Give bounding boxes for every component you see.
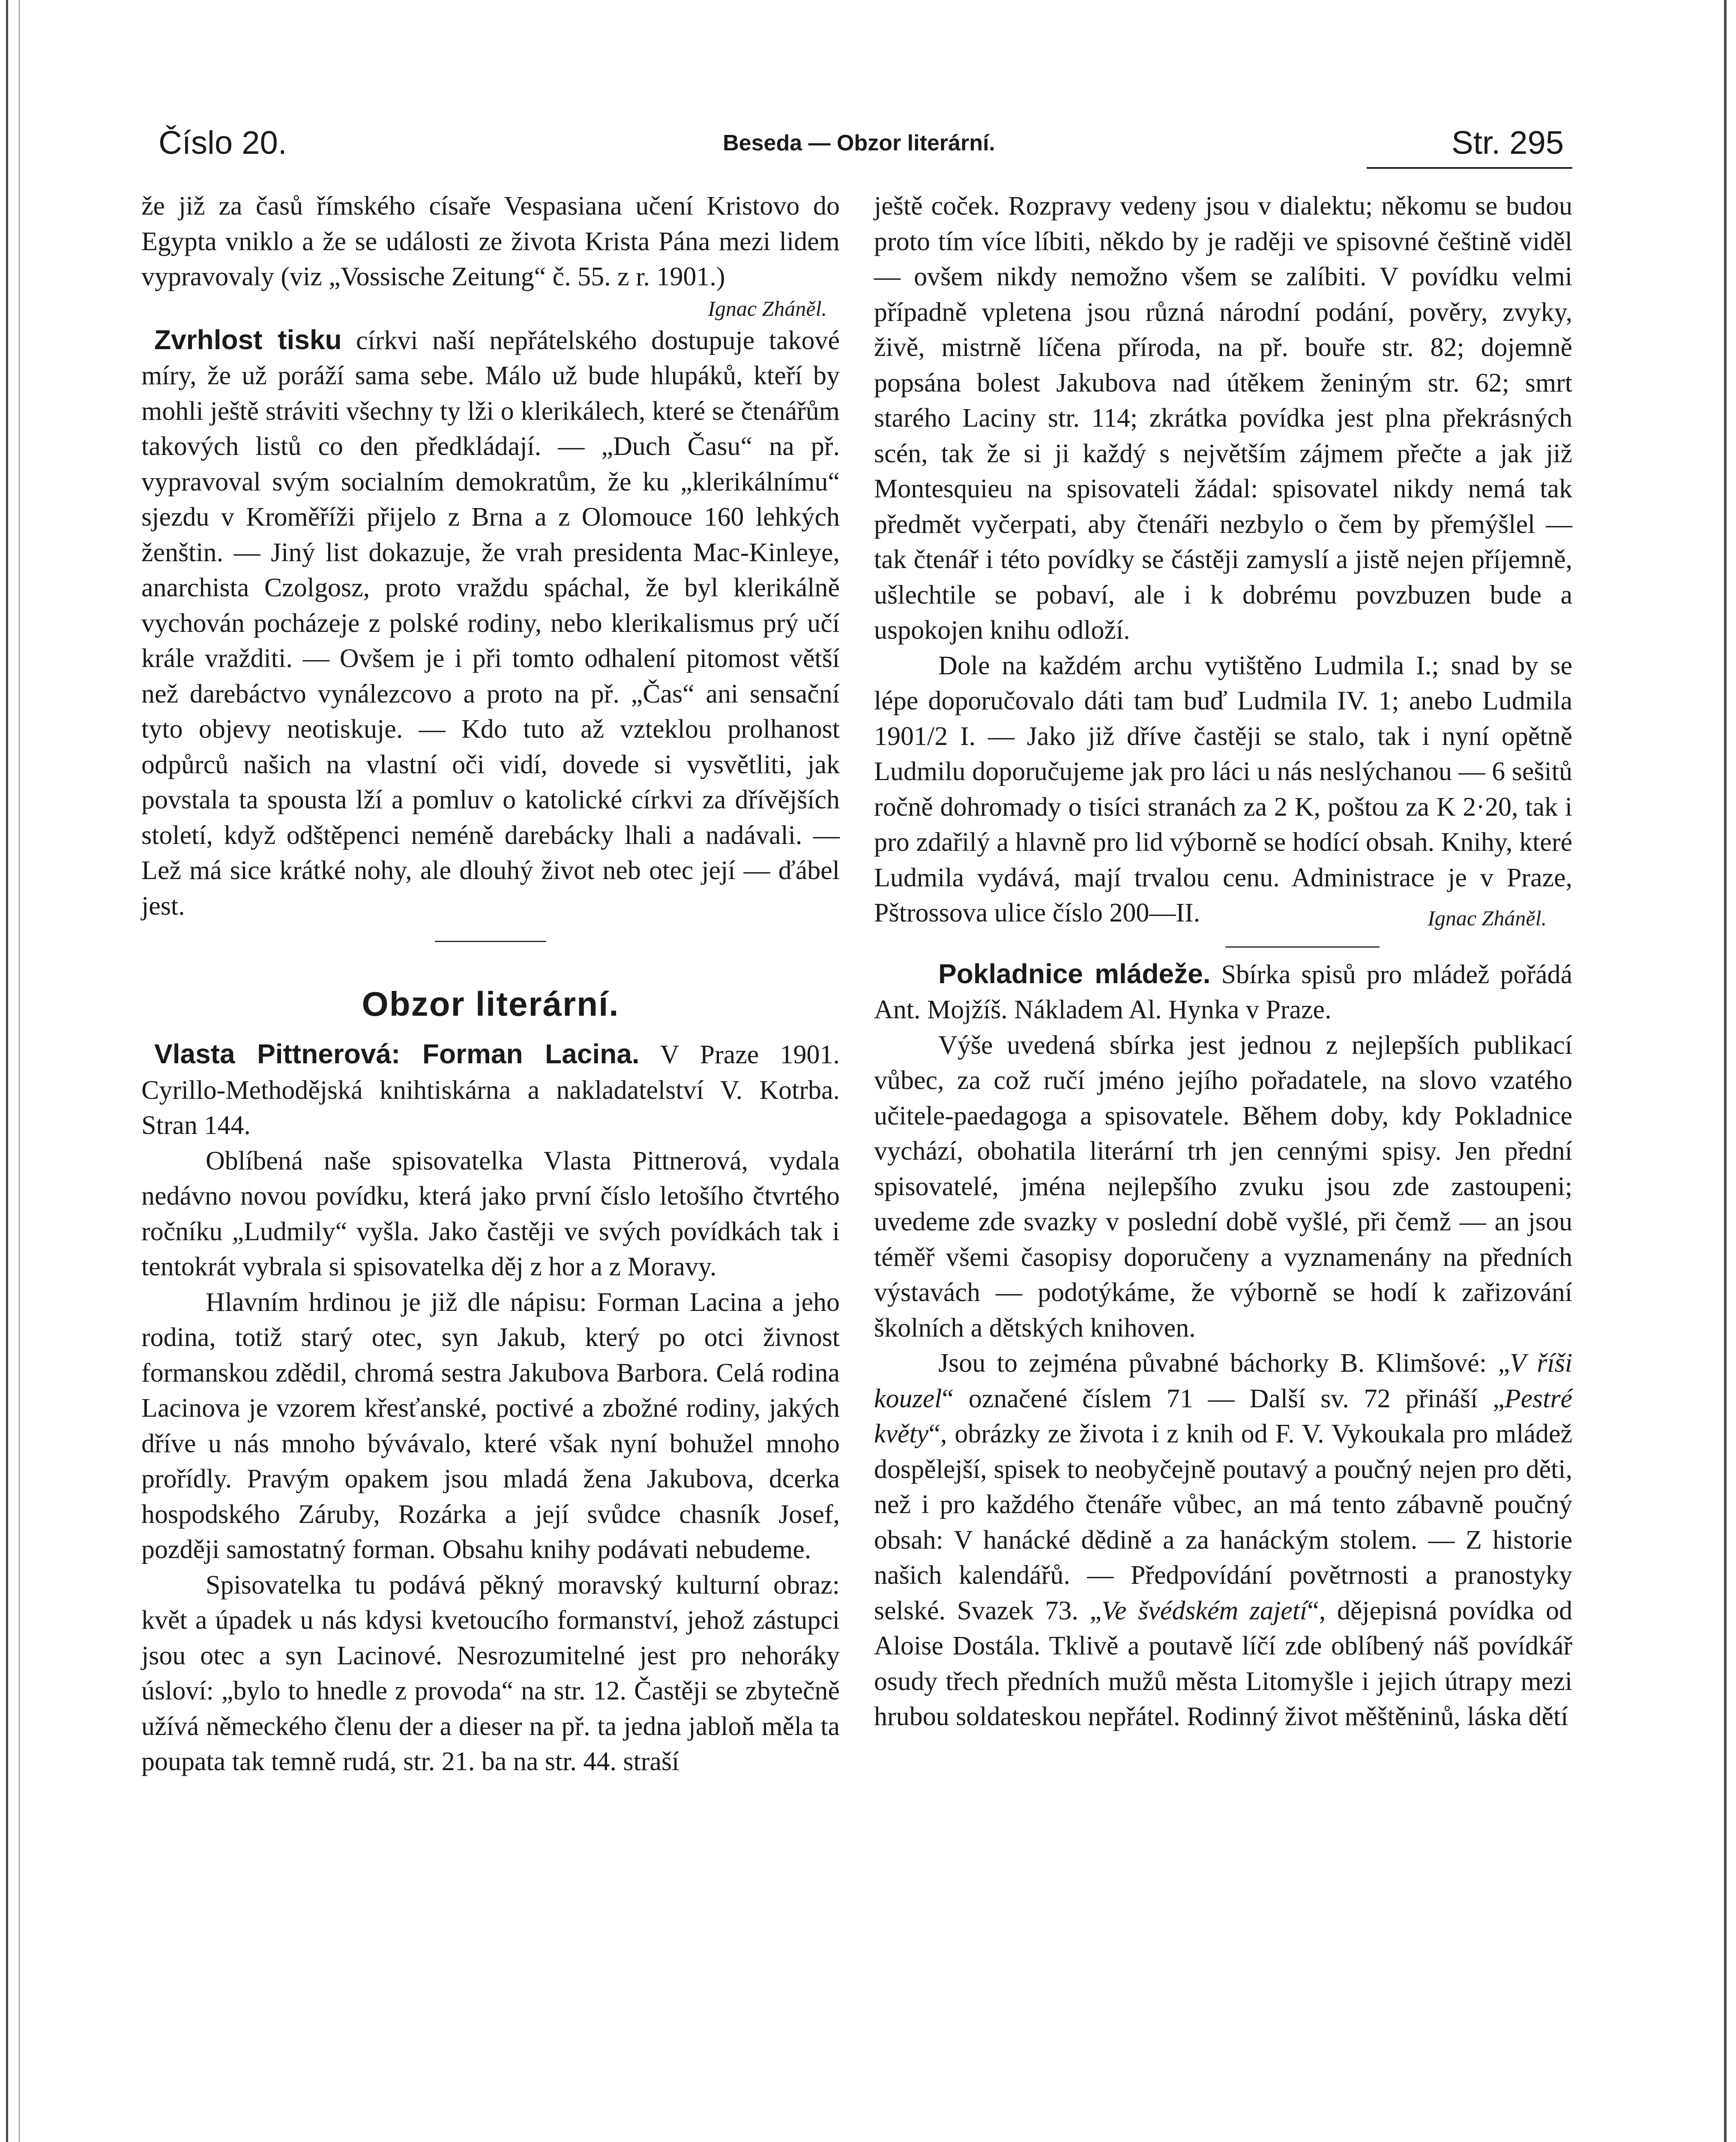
scan-edge-left <box>6 0 8 2142</box>
lead-heading: Vlasta Pittnerová: Forman Lacina. <box>154 1038 640 1069</box>
left-column <box>141 188 840 1780</box>
review-heading-paragraph <box>874 956 1572 1028</box>
paragraph: Oblíbená naše spisovatelka Vlasta Pittnerová, vydala nedávno novou povídku, která jako první číslo letošího čtvrtého ročníku „Ludmily“ vyšla. Jako častěji ve svých povídkách tak i tentokrát vybrala si spisovatelka děj z hor a z Moravy. <box>141 1146 840 1281</box>
paragraph-text: V Praze 1901. Cyrillo-Methodějská knihtiskárna a nakladatelství V. Kotrba. Stran 144. <box>141 1040 840 1140</box>
text-run: “ označené číslem 71 — Další sv. 72 přináší „ <box>942 1384 1505 1413</box>
paragraph: že již za časů římského císaře Vespasiana učení Kristovo do Egypta vniklo a že se události ze života Krista Pána mezi lidem vypravovaly (viz „Vossische Zeitung“ č. 55. z r. 1901.) <box>141 191 840 291</box>
separator-rule <box>435 941 546 942</box>
paragraph: ještě coček. Rozpravy vedeny jsou v dialektu; někomu se budou proto tím více líbiti, někdo by je raději ve spisovné češtině viděl — ovšem nikdy nemožno všem se zalíbiti. V povídku velmi případně vpletena jsou různá národní podání, pověry, zvyky, živě, mistrně líčena příroda, na př. bouře str. 82; dojemně popsána bolest Jakubova nad útěkem ženiným str. 62; smrt starého Laciny str. 114; zkrátka povídka jest plna překrásných scén, tak že si ji každý s největším zájmem přečte a jak již Montesquieu na spisovateli žádal: spisovatel nikdy nemá tak předmět vyčerpati, aby čtenáři nezbylo o čem by přemýšlel — tak čtenář i této povídky se částěji zamyslí a jistě nejen příjemně, ušlechtile se pobaví, ale i k dobrému povzbuzen bude a uspokojen knihu odloží. <box>874 191 1572 645</box>
text-run: Jsou to zejména půvabné báchorky B. Klimšové: „ <box>938 1349 1510 1378</box>
signature: Ignac Zháněl. <box>1428 906 1547 930</box>
book-title: Pestré květy <box>874 1384 1572 1448</box>
separator-rule <box>1225 946 1380 948</box>
page-number: Str. 295 <box>1452 125 1564 161</box>
page <box>141 0 1577 2142</box>
running-title: Beseda — Obzor literární. <box>723 131 995 156</box>
paragraph <box>874 648 1572 931</box>
paragraph <box>874 1346 1572 1735</box>
lead-heading: Zvrhlost tisku <box>154 324 342 355</box>
paragraph: Hlavním hrdinou je již dle nápisu: Forman Lacina a jeho rodina, totiž starý otec, syn Jakub, který po otci živnost formanskou zdědil, chromá sestra Jakubova Barbora. Celá rodina Lacinova je vzorem křesťanské, poctivé a zbožné rodiny, jakých dříve u nás mnoho bývávalo, které však nyní bohužel mnoho prořídly. Pravým opakem jsou mladá žena Jakubova, dcerka hospodského Záruby, Rozárka a její svůdce chasník Josef, později samostatný forman. Obsahu knihy podávati nebudeme. <box>141 1287 840 1564</box>
paragraph: Výše uvedená sbírka jest jednou z nejlepších publikací vůbec, za což ručí jméno jejího pořadatele, na slovo vzatého učitele-paedagoga a spisovatele. Během doby, kdy Pokladnice vychází, obohatila literární trh jen cennými spisy. Jen přední spisovatelé, jména nejlepšího zvuku jsou zde zastoupeni; uvedeme zde svazky v poslední době vyšlé, při čemž — an jsou téměř všemi časopisy doporučeny a vyznamenány na předních výstavách — podotýkáme, že výborně se hodí k zařizování školních a dětských knihoven. <box>874 1030 1572 1343</box>
paragraph-zvrhlost <box>141 322 840 924</box>
page-header <box>141 116 1577 171</box>
issue-number: Číslo 20. <box>159 125 287 161</box>
book-title: Ve švédském zajetí <box>1101 1596 1308 1625</box>
paragraph: Spisovatelka tu podává pěkný moravský kulturní obraz: květ a úpadek u nás kdysi kvetoucího formanství, jehož zástupci jsou otec a syn Lacinové. Nesrozumitelné jest pro nehoráky úsloví: „bylo to hnedle z provoda“ na str. 12. Častěji se zbytečně užívá německého členu der a dieser na př. ta jedna jabloň měla ta poupata tak temně rudá, str. 21. ba na str. 44. straší <box>141 1570 840 1776</box>
book-title: V říši kouzel <box>874 1349 1572 1413</box>
lead-heading: Pokladnice mládeže. <box>938 958 1211 989</box>
paragraph-text: Dole na každém archu vytištěno Ludmila I.; snad by se lépe doporučovalo dáti tam buď Ludmila IV. 1; anebo Ludmila 1901/2 I. — Jako již dříve častěji se stalo, tak i nyní opětně Ludmilu doporučujeme jak pro láci u nás neslýchanou — 6 sešitů ročně dohromady o tisíci stranách za 2 K, poštou za K 2·20, tak i pro zdařilý a hlavně pro lid výborně se hodící obsah. Knihy, které Ludmila vydává, mají trvalou cenu. Administrace je v Praze, Pštrossova ulice číslo 200—II. <box>874 651 1572 927</box>
paragraph-text: Sbírka spisů pro mládež pořádá Ant. Mojžíš. Nákladem Al. Hynka v Praze. <box>874 960 1573 1024</box>
right-column <box>874 188 1572 1735</box>
review-heading-paragraph <box>141 1036 840 1143</box>
scan-edge-right <box>1724 0 1727 2142</box>
scan-edge-left-inner <box>19 0 20 2142</box>
paragraph-text: církvi naší nepřátelského dostupuje takové míry, že už poráží sama sebe. Málo už bude hlupáků, kteří by mohli ještě stráviti všechny ty lži o klerikálech, které se čtenářům takových listů co den předkládají. — „Duch Času“ na př. vypravoval svým socialním demokratům, že ku „klerikálnímu“ sjezdu v Kroměříži přijelo z Brna a z Olomouce 160 lehkých ženštin. — Jiný list dokazuje, že vrah presidenta Mac-Kinleye, anarchista Czolgosz, proto vraždu spáchal, že byl klerikálně vychován pocházeje z polské rodiny, nebo klerikalismus prý učí krále vražditi. — Ovšem je i při tomto odhalení pitomost větší než darebáctvo vynálezcovo a proto na př. „Čas“ ani sensační tyto objevy neotiskuje. — Kdo tuto až vzteklou prolhanost odpůrců našich na vlastní oči vidí, dovede si vysvětliti, jak povstala ta spousta lží a pomluv o katolické církvi za dřívějších století, když odštěpenci neméně darebácky lhali a nadávali. — Lež má sice krátké nohy, ale dlouhý život neb otec její — ďábel jest. <box>141 326 840 921</box>
header-rule <box>1367 167 1572 169</box>
text-run: “, obrázky ze života i z knih od F. V. Vykoukala pro mládež dospělejší, spisek to neobyčejně poutavý a poučný nejen pro děti, než i pro každého čtenáře vůbec, an má tento zábavně poučný obsah: V hanácké dědině a za hanáckým stolem. — Z historie našich kalendářů. — Předpovídání povětrnosti a pranostyky selské. Svazek 73. „ <box>874 1419 1572 1625</box>
signature: Ignac Zháněl. <box>708 296 827 320</box>
text-run: “, dějepisná povídka od Aloise Dostála. Tklivě a poutavě líčí zde oblíbený náš povídkář osudy třech předních mužů města Litomyšle i jejich útrapy mezi hrubou soldateskou nepřátel. Rodinný život měštěninů, láska dětí <box>874 1596 1572 1731</box>
section-title: Obzor literární. <box>362 985 620 1023</box>
